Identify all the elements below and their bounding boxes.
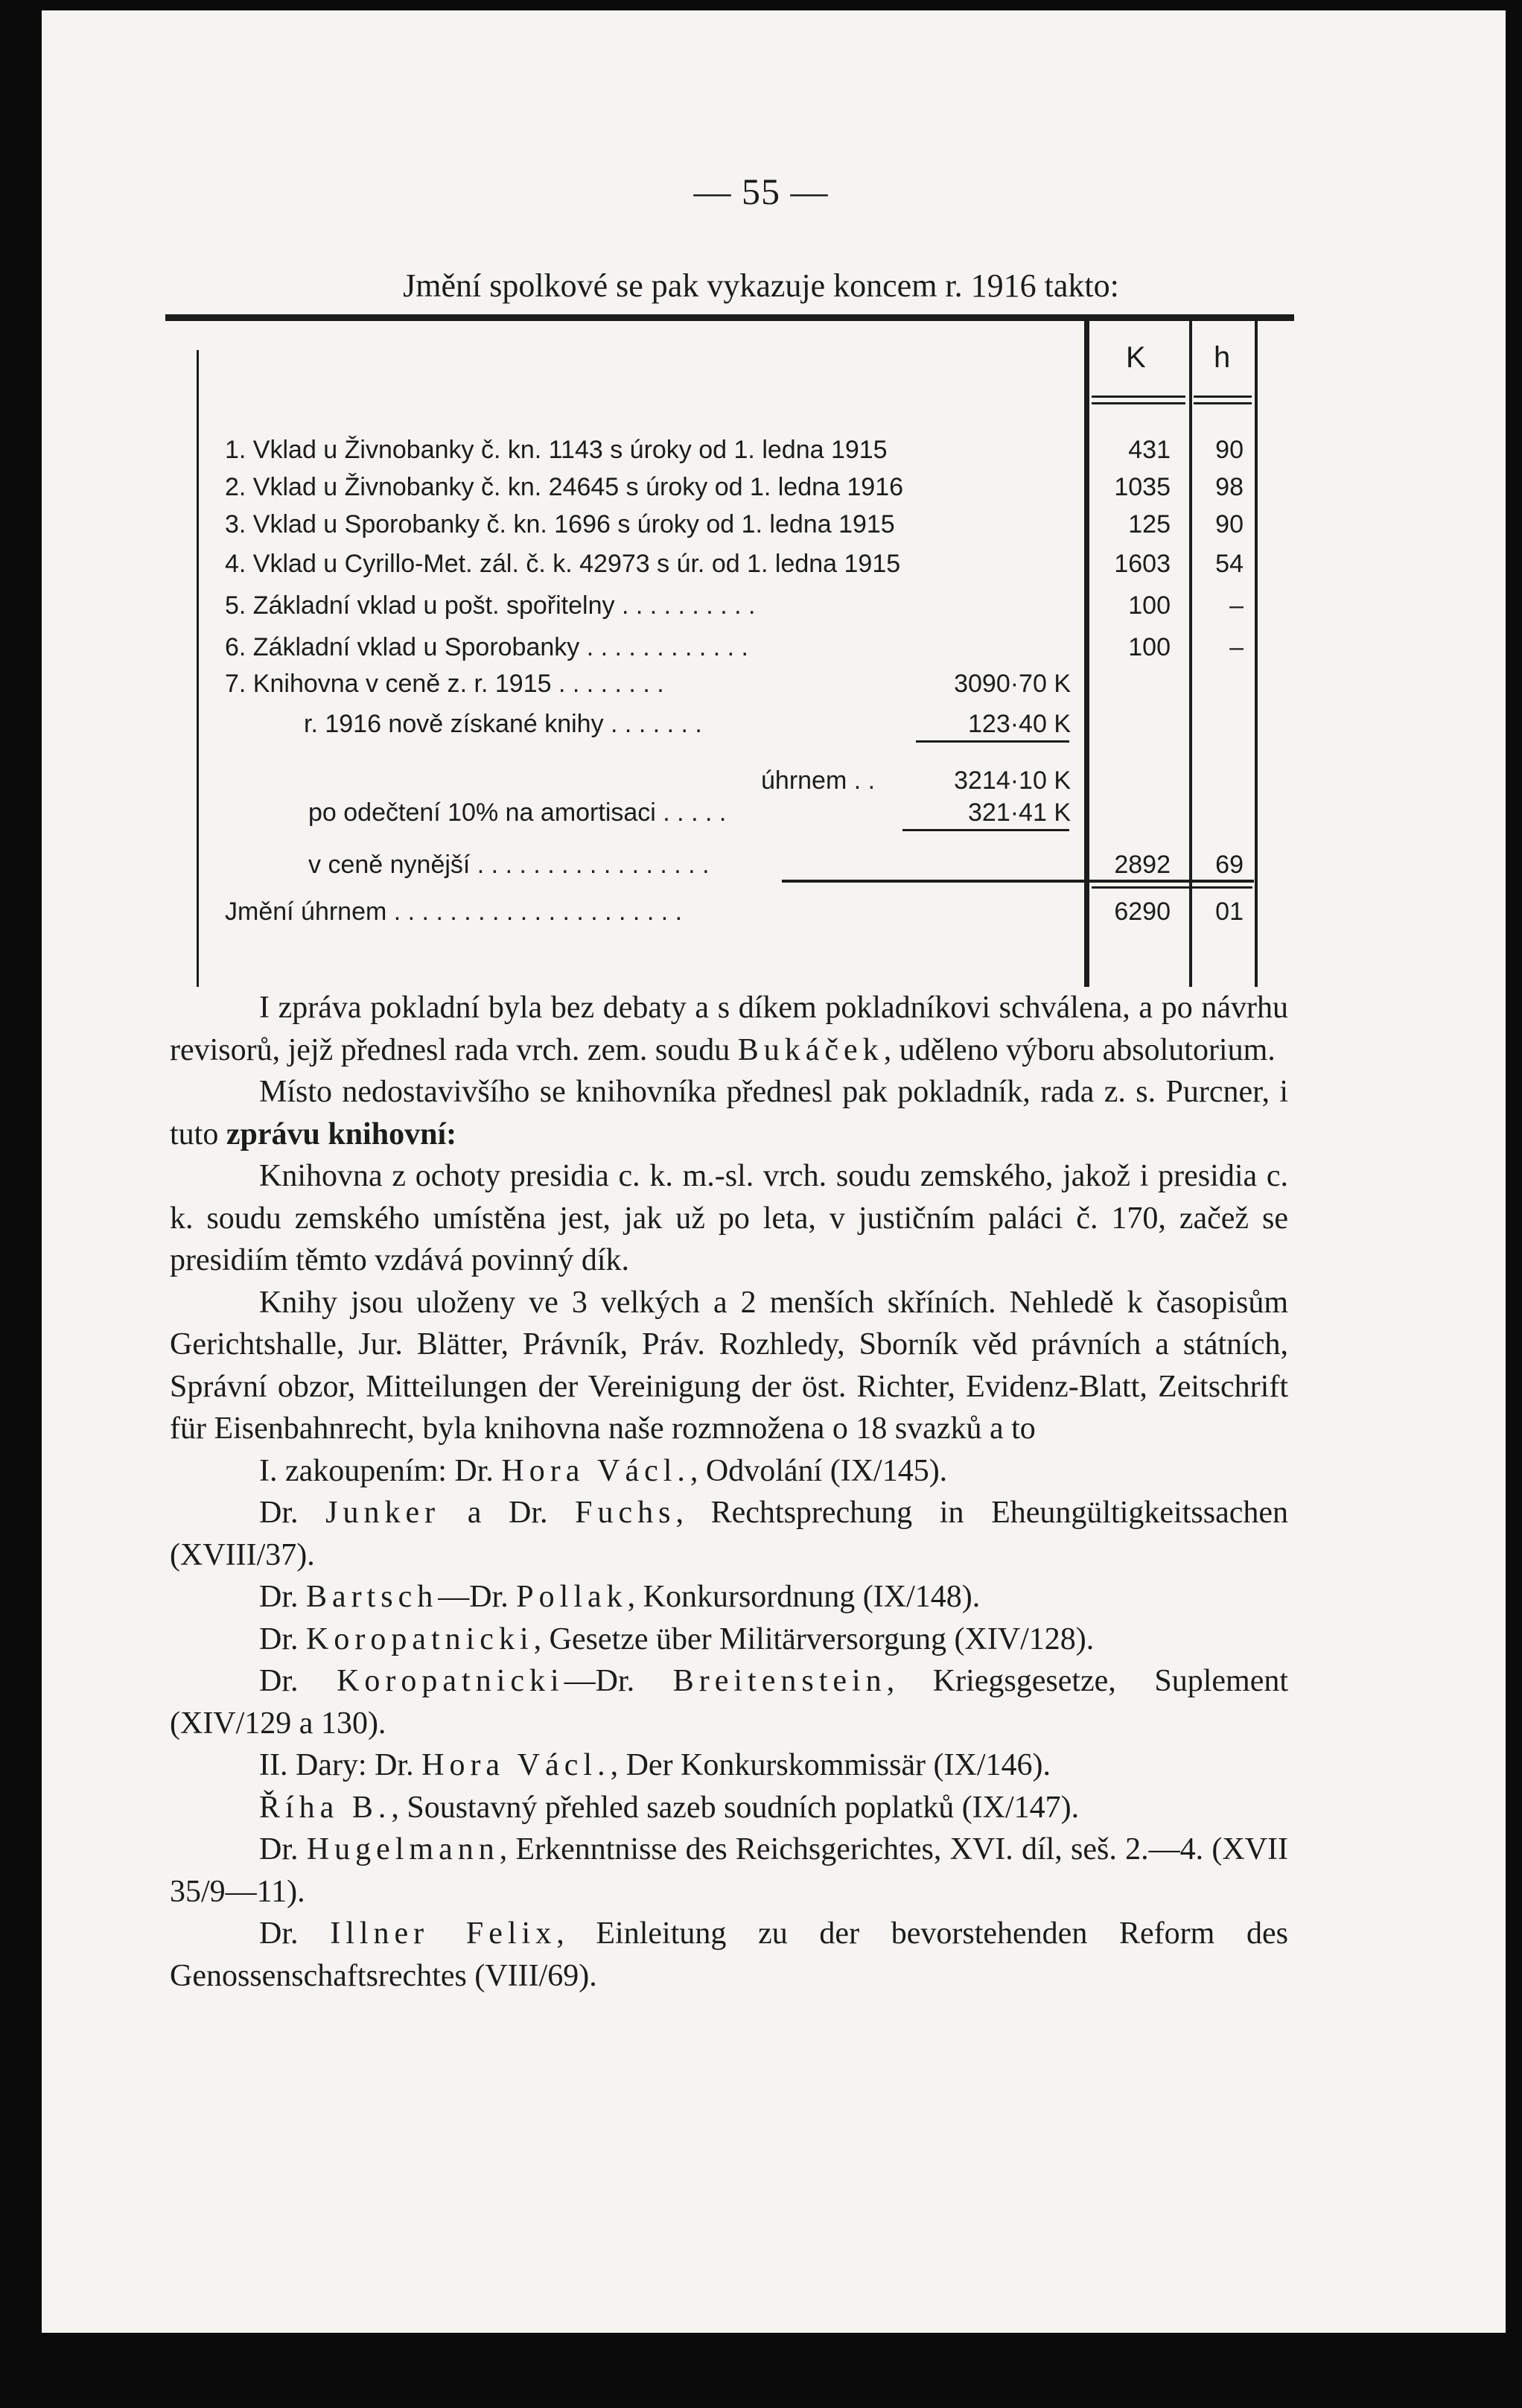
name-bukacek: Bukáček (737, 1032, 884, 1067)
row-4-label: 4. Vklad u Cyrillo-Met. zál. č. k. 42973 s úr. od 1. ledna 1915 (225, 550, 901, 578)
row-5-h: – (1229, 591, 1244, 620)
text: —Dr. (564, 1664, 673, 1698)
author-name: Pollak (516, 1580, 628, 1614)
library-line-4-label: po odečtení 10% na amortisaci . . . . . (308, 798, 727, 827)
text: , Konkursordnung (IX/148). (627, 1580, 981, 1614)
acquisition-3 (170, 1576, 1288, 1618)
author-name: Hora Václ. (501, 1453, 690, 1488)
table-title: Jmění spolkové se pak vykazuje koncem r. 1916 takto: (403, 267, 1119, 304)
row-5-label: 5. Základní vklad u pošt. spořitelny . . . . . . . . . . (225, 591, 756, 620)
author-name: Illner Felix (330, 1916, 557, 1951)
body-text (170, 987, 1288, 1997)
row-2-h: 98 (1215, 473, 1244, 501)
text: I zpráva pokladní byla bez debaty a s díkem pokladníkovi schválena, a po návrhu revisorů, jejž přednesl rada vrch. zem. soudu (170, 991, 1288, 1067)
header-rule-k (1092, 395, 1185, 398)
text: I. zakoupením: Dr. (259, 1453, 502, 1488)
library-report-heading: zprávu knihovní: (226, 1116, 457, 1151)
table-left-border (197, 350, 199, 987)
row-1-label: 1. Vklad u Živnobanky č. kn. 1143 s úroky od 1. ledna 1915 (225, 436, 888, 464)
header-k: K (1126, 341, 1146, 374)
library-line-5-h: 69 (1215, 851, 1244, 879)
text: , uděleno výboru absolutorium. (883, 1032, 1276, 1067)
acquisition-2 (170, 1492, 1288, 1576)
row-2-k: 1035 (1114, 473, 1171, 501)
text: , Kriegsgesetze, Suplement (XIV/129 a 130). (170, 1664, 1289, 1741)
header-rule-h2 (1194, 402, 1252, 404)
donation-2 (170, 1787, 1288, 1829)
text: , Gesetze über Militärversorgung (XIV/128). (533, 1621, 1095, 1656)
row-2-label: 2. Vklad u Živnobanky č. kn. 24645 s úroky od 1. ledna 1916 (225, 473, 904, 501)
library-line-5-label: v ceně nynější . . . . . . . . . . . . . . . . . (308, 851, 710, 879)
page-number: — 55 — (693, 171, 829, 212)
text: , Soustavný přehled sazeb soudních poplatků (IX/147). (391, 1790, 1080, 1825)
library-line-1-value: 3090·70 K (954, 670, 1071, 698)
library-line-5-k: 2892 (1114, 851, 1171, 879)
text: Dr. (259, 1832, 307, 1867)
text: , Odvolání (IX/145). (690, 1453, 948, 1488)
author-name: Říha B. (259, 1790, 392, 1825)
total-h: 01 (1215, 898, 1244, 926)
total-k: 6290 (1114, 898, 1171, 926)
library-amortisation-rule (902, 829, 1069, 831)
text: —Dr. (438, 1580, 517, 1614)
donation-1 (170, 1744, 1288, 1787)
row-6-h: – (1229, 633, 1244, 661)
row-1-h: 90 (1215, 436, 1244, 464)
author-name: Junker (325, 1496, 441, 1530)
row-5-k: 100 (1128, 591, 1171, 620)
row-3-h: 90 (1215, 510, 1244, 539)
row-4-k: 1603 (1114, 550, 1171, 578)
acquisition-4 (170, 1618, 1288, 1661)
author-name: Koropatnicki (306, 1621, 534, 1656)
paragraph-library-location: Knihovna z ochoty presidia c. k. m.-sl. vrch. soudu zemského, jakož i presidia c. k. soudu zemského umístěna jest, jak už po leta, v justičním paláci č. 170, začež se presidiím těmto vzdává povinný dík. (170, 1159, 1288, 1277)
header-rule-h (1194, 395, 1252, 398)
row-1-k: 431 (1128, 436, 1171, 464)
row-3-label: 3. Vklad u Sporobanky č. kn. 1696 s úroky od 1. ledna 1915 (225, 510, 895, 539)
author-name: Koropatnicki (337, 1664, 564, 1698)
text: Dr. (259, 1621, 306, 1656)
paragraph-cash-report (170, 987, 1288, 1071)
library-line-1-label: 7. Knihovna v ceně z. r. 1915 . . . . . . . . (225, 670, 664, 698)
paragraph-library-books: Knihy jsou uloženy ve 3 velkých a 2 menších skříních. Nehledě k časopisům Gerichtshalle, Jur. Blätter, Právník, Práv. Rozhledy, Sborník věd právních a státních, Správní obzor, Mitteilungen der Vereinigung der öst. Richter, Evidenz-Blatt, Zeitschrift für Eisenbahnrecht, byla knihovna naše rozmnožena o 18 svazků a to (170, 1285, 1288, 1446)
total-rule-2 (1092, 886, 1252, 889)
text: Místo nedostavivšího se knihovníka přednesl pak pokladník, rada z. s. Purcner, i tuto (170, 1075, 1288, 1151)
text: Dr. (259, 1664, 337, 1698)
donation-3 (170, 1829, 1288, 1913)
library-line-3-value: 3214·10 K (954, 766, 1071, 795)
author-name: Fuchs (575, 1496, 676, 1530)
acquisition-1 (170, 1450, 1288, 1493)
author-name: Hugelmann (306, 1832, 500, 1867)
table-top-rule (165, 314, 1294, 321)
text: Dr. (259, 1580, 306, 1614)
library-subtotal-rule (916, 740, 1069, 743)
row-3-k: 125 (1128, 510, 1171, 539)
library-line-2-value: 123·40 K (968, 710, 1071, 738)
row-6-k: 100 (1128, 633, 1171, 661)
paragraph-library-intro (170, 1071, 1288, 1155)
text: , Der Konkurskommissär (IX/146). (610, 1748, 1051, 1782)
total-rule (782, 880, 1254, 883)
header-h: h (1214, 341, 1231, 374)
author-name: Bartsch (306, 1580, 439, 1614)
col-h-right-border (1255, 321, 1258, 987)
text: Dr. (259, 1916, 331, 1951)
text: , Rechtsprechung in Eheungültigkeitssachen (XVIII/37). (170, 1496, 1288, 1572)
donation-4 (170, 1913, 1288, 1997)
row-6-label: 6. Základní vklad u Sporobanky . . . . . . . . . . . . (225, 633, 748, 661)
total-label: Jmění úhrnem . . . . . . . . . . . . . . . . . . . . . (225, 898, 683, 926)
row-4-h: 54 (1215, 550, 1244, 578)
text: Dr. (259, 1496, 326, 1530)
acquisition-5 (170, 1660, 1288, 1744)
text: , Einleitung zu der bevorstehenden Reform des Genossenschaftsrechtes (VIII/69). (170, 1916, 1289, 1993)
author-name: Hora Václ. (421, 1748, 611, 1782)
text: a Dr. (440, 1496, 576, 1530)
text: , Erkenntnisse des Reichsgerichtes, XVI. díl, seš. 2.—4. (XVII 35/9—11). (170, 1832, 1289, 1909)
text: II. Dary: Dr. (259, 1748, 422, 1782)
header-rule-k2 (1092, 402, 1185, 404)
library-line-3-label: úhrnem . . (761, 766, 876, 795)
library-line-4-value: 321·41 K (968, 798, 1071, 827)
author-name: Breitenstein (672, 1664, 887, 1698)
library-line-2-label: r. 1916 nově získané knihy . . . . . . . (304, 710, 702, 738)
